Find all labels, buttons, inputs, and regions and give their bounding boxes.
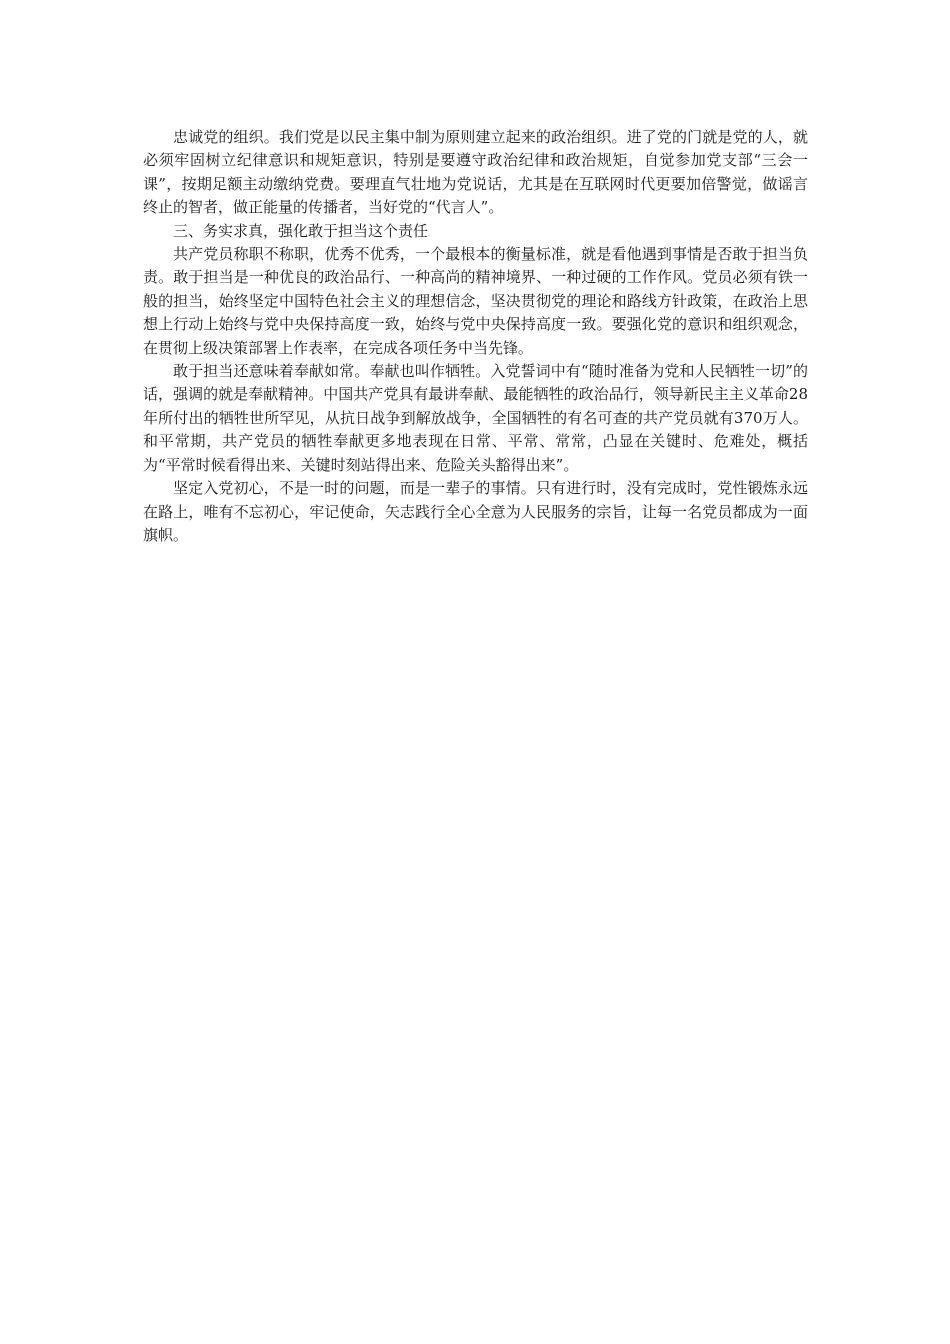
paragraph-party-organization: 忠诚党的组织。我们党是以民主集中制为原则建立起来的政治组织。进了党的门就是党的人，就必须牢固树立纪律意识和规矩意识，特别是要遵守政治纪律和政治规矩，自觉参加党支部“三会一课”，按期足额主动缴纳党费。要理直气壮地为党说话，尤其是在互联网时代更要加倍警觉，做谣言终止的智者，做正能量的传播者，当好党的“代言人”。 [143, 128, 808, 217]
document-body [143, 126, 808, 547]
paragraph-dedication: 敢于担当还意味着奉献如常。奉献也叫作牺牲。入党誓词中有“随时准备为党和人民牺牲一切”的话，强调的就是奉献精神。中国共产党具有最讲奉献、最能牺牲的政治品行，领导新民主主义革命28年所付出的牺牲世所罕见，从抗日战争到解放战争，全国牺牲的有名可查的共产党员就有370万人。和平常期，共产党员的牺牲奉献更多地表现在日常、平常、常常，凸显在关键时、危难处，概括为“平常时候看得出来、关键时刻站得出来、危险关头豁得出来”。 [143, 362, 808, 474]
section-heading-three: 三、务实求真，强化敢于担当这个责任 [173, 221, 429, 240]
paragraph-responsibility: 共产党员称职不称职，优秀不优秀，一个最根本的衡量标准，就是看他遇到事情是否敢于担当负责。敢于担当是一种优良的政治品行、一种高尚的精神境界、一种过硬的工作作风。党员必须有铁一般的担当，始终坚定中国特色社会主义的理想信念，坚决贯彻党的理论和路线方针政策，在政治上思想上行动上始终与党中央保持高度一致，始终与党中央保持高度一致。要强化党的意识和组织观念，在贯彻上级决策部署上作表率，在完成各项任务中当先锋。 [143, 245, 808, 357]
paragraph-conclusion: 坚定入党初心，不是一时的问题，而是一辈子的事情。只有进行时，没有完成时，党性锻炼永远在路上，唯有不忘初心，牢记使命，矢志践行全心全意为人民服务的宗旨，让每一名党员都成为一面旗帜。 [143, 479, 808, 544]
